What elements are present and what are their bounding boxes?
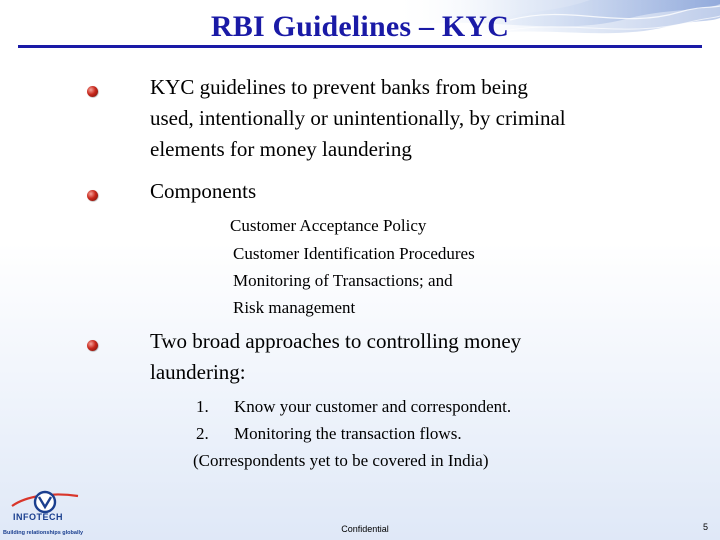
- bullet-icon: [87, 340, 98, 351]
- approach-number: 2.: [196, 424, 209, 443]
- bullet-line: used, intentionally or unintentionally, by criminal: [150, 106, 566, 130]
- approach-number: 1.: [196, 397, 209, 416]
- component-item: Customer Acceptance Policy: [230, 216, 427, 235]
- page-number: 5: [702, 522, 708, 532]
- approach-item: [196, 424, 462, 444]
- bullet-icon: [87, 190, 98, 201]
- bullet-line: laundering:: [150, 360, 246, 384]
- approach-text: Monitoring the transaction flows.: [234, 424, 462, 443]
- slide-title: RBI Guidelines – KYC: [210, 10, 510, 43]
- bullet-icon: [87, 86, 98, 97]
- bullet-line: elements for money laundering: [150, 137, 412, 161]
- component-item: Risk management: [233, 298, 356, 317]
- logo-brand-text: INFOTECH: [13, 512, 63, 522]
- bullet-line: Two broad approaches to controlling money: [150, 329, 522, 353]
- approach-text: Know your customer and correspondent.: [234, 397, 512, 416]
- bullet-line: KYC guidelines to prevent banks from being: [150, 75, 528, 99]
- approach-note: (Correspondents yet to be covered in India): [193, 451, 489, 470]
- bullet-line: Components: [150, 179, 257, 203]
- component-item: Customer Identification Procedures: [233, 244, 475, 263]
- component-item: Monitoring of Transactions; and: [233, 271, 453, 290]
- bullet-text-approaches: [150, 326, 521, 388]
- title-underline: [18, 45, 702, 48]
- bullet-text-kyc-purpose: [150, 72, 566, 165]
- approach-item: [196, 397, 511, 417]
- bullet-text-components: [150, 176, 256, 207]
- logo-tagline: Building relationships globally: [3, 530, 84, 536]
- confidential-label: Confidential: [341, 524, 389, 534]
